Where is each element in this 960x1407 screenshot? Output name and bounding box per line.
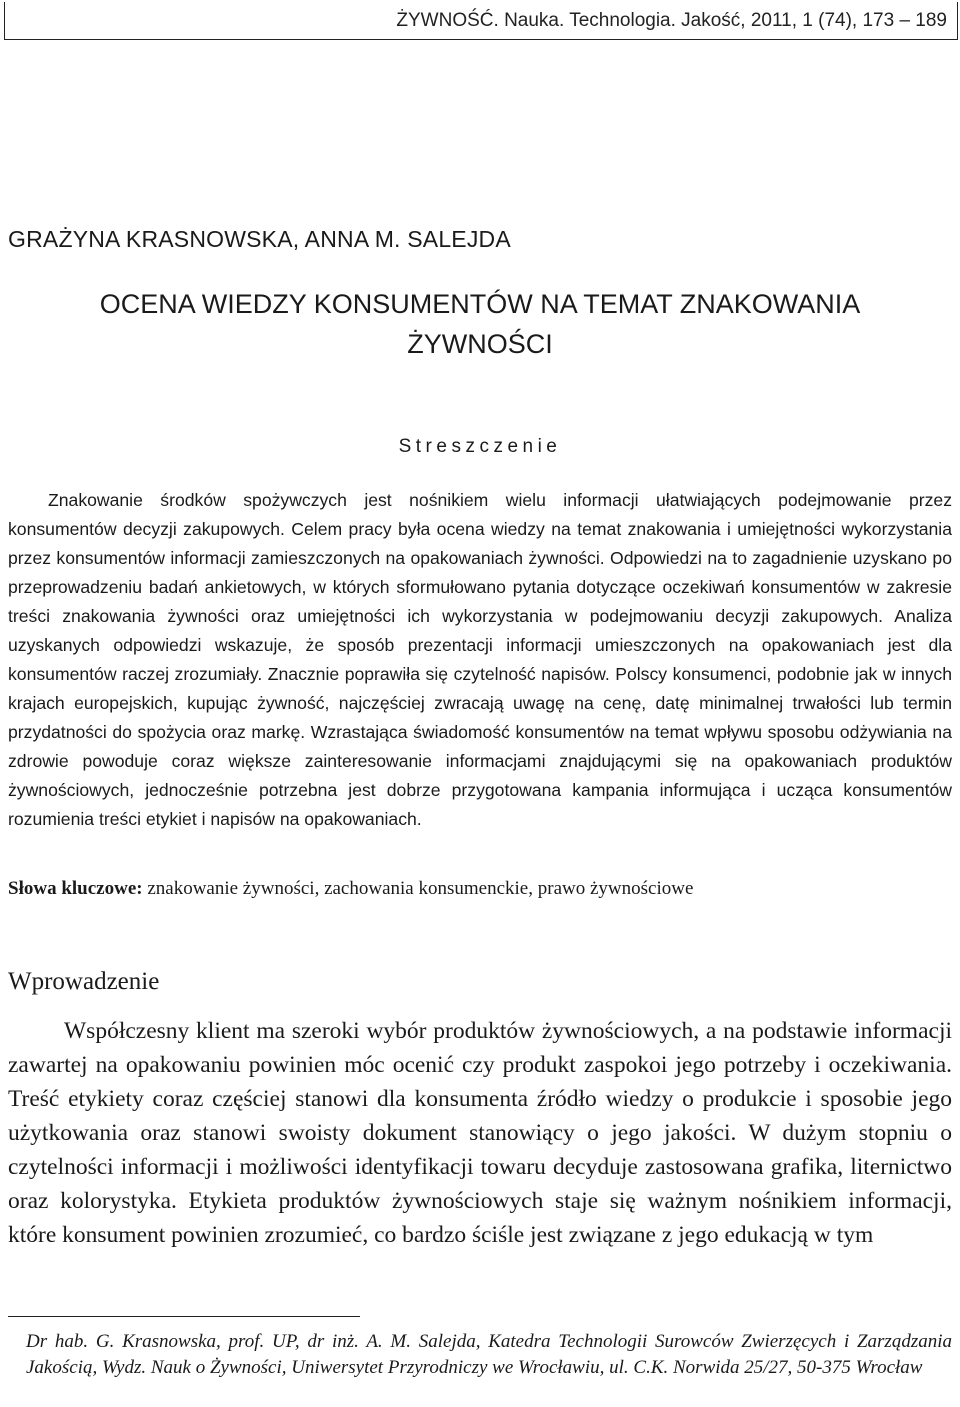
title-line-1: OCENA WIEDZY KONSUMENTÓW NA TEMAT ZNAKOWANIA bbox=[99, 289, 861, 319]
section-heading: Wprowadzenie bbox=[8, 968, 160, 995]
keywords-text: znakowanie żywności, zachowania konsumenckie, prawo żywnościowe bbox=[142, 878, 694, 899]
article-title bbox=[0, 284, 960, 364]
footnote bbox=[26, 1329, 952, 1381]
section-body bbox=[8, 1014, 952, 1252]
section-paragraph: Współczesny klient ma szeroki wybór produktów żywnościowych, a na podstawie informacji zawartej na opakowaniu powinien móc ocenić czy produkt zaspokoi jego potrzeby i oczekiwania. Treść etykiety coraz częściej stanowi dla konsumenta źródło wiedzy o produkcie i sposobie jego użytkowania oraz stanowi swoisty dokument stanowiący o jego jakości. W dużym stopniu o czytelności informacji i możliwości identyfikacji towaru decyduje zastosowana grafika, liternictwo oraz kolorystyka. Etykieta produktów żywnościowych staje się ważnym nośnikiem informacji, które konsument powinien zrozumieć, co bardzo ściśle jest związane z jego edukacją w tym bbox=[8, 1018, 952, 1248]
footnote-text: Dr hab. G. Krasnowska, prof. UP, dr inż. A. M. Salejda, Katedra Technologii Surowców Zwierzęcych i Zarządzania Jakością, Wydz. Nauk o Żywności, Uniwersytet Przyrodniczy we Wrocławiu, ul. C.K. Norwida 25/27, 50-375 Wrocław bbox=[26, 1331, 952, 1378]
footnote-divider bbox=[8, 1316, 360, 1317]
abstract-text: Znakowanie środków spożywczych jest nośnikiem wielu informacji ułatwiających podejmowanie przez konsumentów decyzji zakupowych. Celem pracy była ocena wiedzy na temat znakowania i umiejętności wykorzystania przez konsumentów informacji zamieszczonych na opakowaniach żywności. Odpowiedzi na to zagadnienie uzyskano po przeprowadzeniu badań ankietowych, w których sformułowano pytania dotyczące oczekiwań konsumentów w zakresie treści znakowania żywności oraz umiejętności ich wykorzystania w podejmowaniu decyzji zakupowych. Analiza uzyskanych odpowiedzi wskazuje, że sposób prezentacji informacji umieszczonych na opakowaniach jest dla konsumentów raczej zrozumiały. Znacznie poprawiła się czytelność napisów. Polscy konsumenci, podobnie jak w innych krajach europejskich, kupując żywność, najczęściej zwracają uwagę na cenę, datę minimalnej trwałości lub termin przydatności do spożycia oraz markę. Wzrastająca świadomość konsumentów na temat wpływu sposobu odżywiania na zdrowie powoduje coraz większe zainteresowanie informacjami znajdującymi się na opakowaniach produktów żywnościowych, jednocześnie potrzebna jest dobrze przygotowana kampania informująca i ucząca konsumentów rozumienia treści etykiet i napisów na opakowaniach. bbox=[8, 490, 952, 829]
title-line-2: ŻYWNOŚCI bbox=[407, 329, 553, 359]
keywords bbox=[8, 878, 952, 900]
abstract-heading: Streszczenie bbox=[398, 436, 562, 457]
abstract bbox=[8, 486, 952, 834]
keywords-label: Słowa kluczowe: bbox=[8, 878, 143, 899]
running-header: ŻYWNOŚĆ. Nauka. Technologia. Jakość, 2011, 1 (74), 173 – 189 bbox=[4, 2, 958, 40]
authors: GRAŻYNA KRASNOWSKA, ANNA M. SALEJDA bbox=[8, 226, 511, 252]
